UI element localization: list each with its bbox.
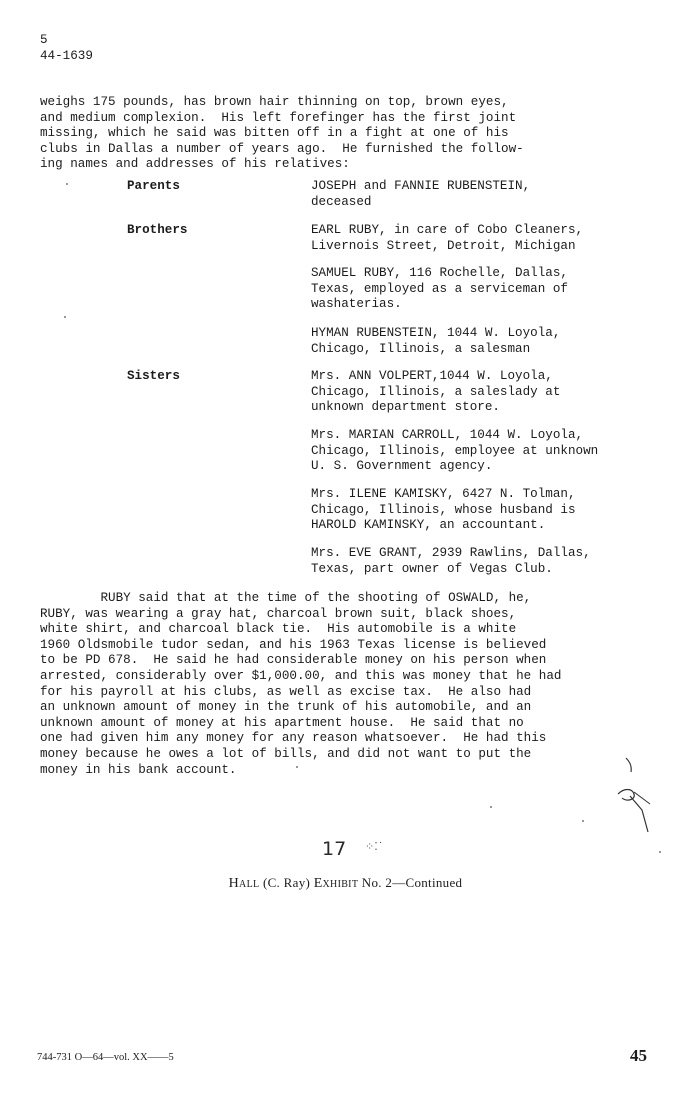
speck: [659, 851, 661, 853]
closing-line: money because he owes a lot of bills, and did not want to put the: [40, 746, 532, 761]
intro-line: weighs 175 pounds, has brown hair thinning on top, brown eyes,: [40, 95, 509, 109]
closing-line: arrested, considerably over $1,000.00, and this was money that he had: [40, 668, 562, 683]
closing-line: unknown amount of money at his apartment house. He said that no: [40, 715, 524, 730]
handwritten-initials-icon: [612, 752, 662, 842]
relative-entry-marian: Mrs. MARIAN CARROLL, 1044 W. Loyola, Chicago, Illinois, employee at unknown U. S. Government agency.: [311, 428, 599, 474]
parents-label: Parents: [127, 179, 180, 193]
closing-paragraph: [40, 591, 561, 778]
relative-entry-ilene: Mrs. ILENE KAMISKY, 6427 N. Tolman, Chicago, Illinois, whose husband is HAROLD KAMINSKY, an accountant.: [311, 487, 576, 533]
relative-entry-eve: Mrs. EVE GRANT, 2939 Rawlins, Dallas, Texas, part owner of Vegas Club.: [311, 546, 591, 576]
intro-line: missing, which he said was bitten off in a fight at one of his: [40, 126, 509, 141]
intro-paragraph: [40, 95, 524, 173]
closing-line: an unknown amount of money in the trunk of his automobile, and an: [40, 700, 532, 715]
relative-entry-hyman: HYMAN RUBENSTEIN, 1044 W. Loyola, Chicago, Illinois, a salesman: [311, 326, 561, 356]
page-marker: 5: [40, 33, 48, 47]
speck: [490, 806, 492, 808]
relative-entry-parents: JOSEPH and FANNIE RUBENSTEIN, deceased: [311, 179, 531, 209]
speck: [64, 316, 66, 318]
print-code: 744-731 O—64—vol. XX——5: [37, 1052, 174, 1063]
page-number: 45: [630, 1046, 647, 1065]
initials-scribble: ⁘⁚˙: [365, 840, 384, 853]
handwritten-page-number: 17: [322, 838, 347, 860]
closing-line: for his payroll at his clubs, as well as excise tax. He also had: [40, 684, 532, 699]
brothers-label: Brothers: [127, 223, 188, 237]
closing-line: RUBY said that at the time of the shooting of OSWALD, he,: [40, 591, 532, 605]
closing-line: money in his bank account.: [40, 762, 237, 777]
closing-line: 1960 Oldsmobile tudor sedan, and his 1963 Texas license is believed: [40, 637, 547, 652]
speck: [66, 183, 68, 185]
exhibit-caption: Hall (C. Ray) Exhibit No. 2—Continued: [228, 875, 463, 891]
relative-entry-ann: Mrs. ANN VOLPERT,1044 W. Loyola, Chicago, Illinois, a saleslady at unknown department store.: [311, 369, 561, 415]
speck: [296, 766, 298, 768]
sisters-label: Sisters: [127, 369, 180, 383]
file-number: 44-1639: [40, 49, 93, 63]
intro-line: and medium complexion. His left forefinger has the first joint: [40, 110, 517, 125]
closing-line: to be PD 678. He said he had considerable money on his person when: [40, 653, 547, 668]
closing-line: RUBY, was wearing a gray hat, charcoal brown suit, black shoes,: [40, 606, 517, 621]
relative-entry-earl: EARL RUBY, in care of Cobo Cleaners, Livernois Street, Detroit, Michigan: [311, 223, 584, 253]
relative-entry-samuel: SAMUEL RUBY, 116 Rochelle, Dallas, Texas, employed as a serviceman of washaterias.: [311, 266, 568, 312]
intro-line: ing names and addresses of his relatives:: [40, 157, 350, 172]
closing-line: white shirt, and charcoal black tie. His automobile is a white: [40, 622, 517, 637]
closing-line: one had given him any money for any reason whatsoever. He had this: [40, 731, 547, 746]
intro-line: clubs in Dallas a number of years ago. He furnished the follow-: [40, 141, 524, 156]
speck: [582, 820, 584, 822]
